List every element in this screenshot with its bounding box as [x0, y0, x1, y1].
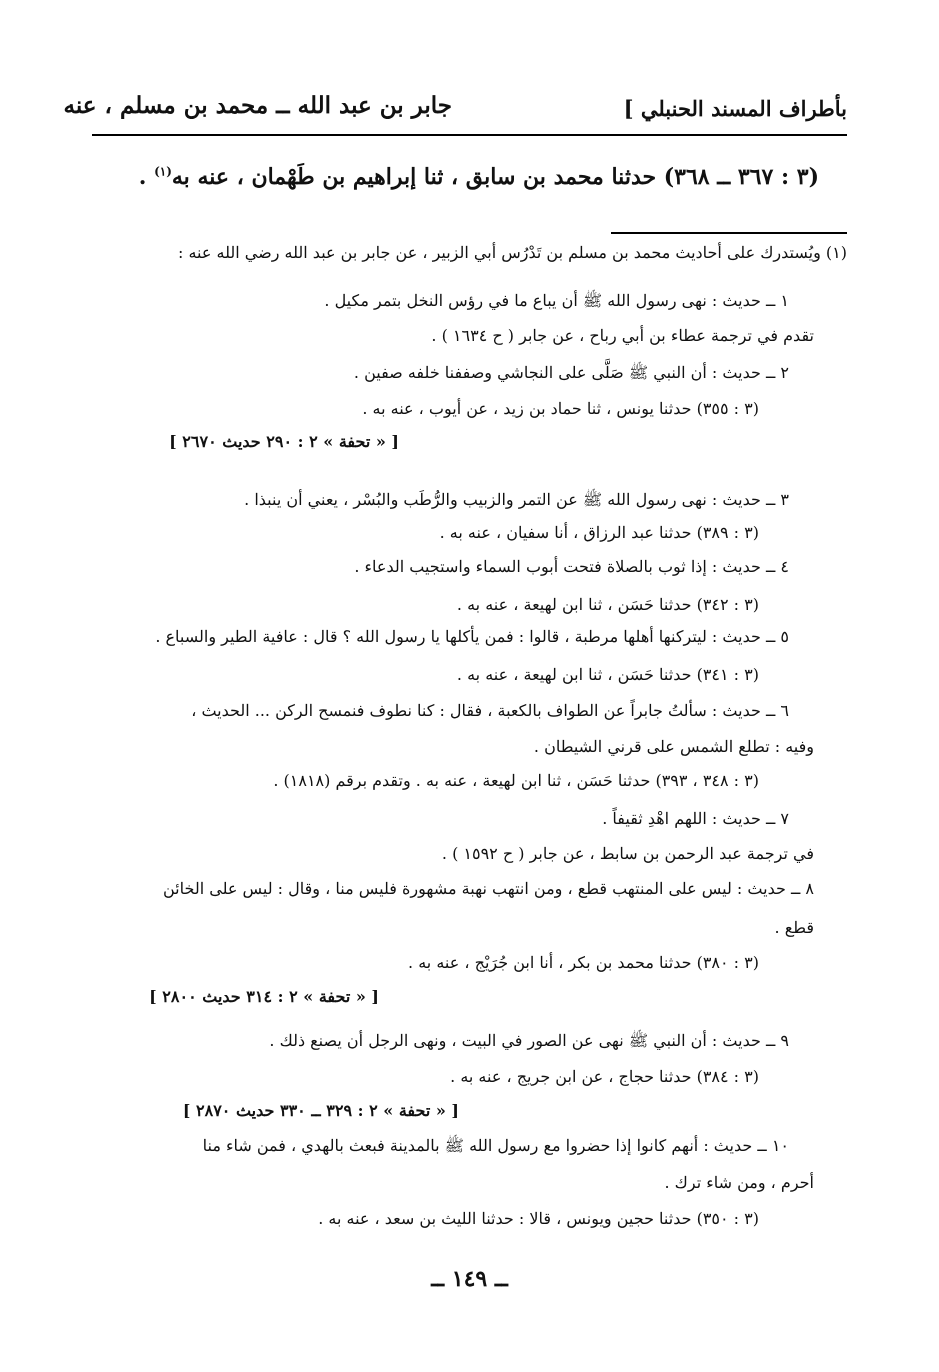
tuhfa-reference: [ « تحفة » ٢ : ٣٢٩ ــ ٣٣٠ حديث ٢٨٧٠ ]	[182, 1101, 459, 1120]
footnote-line: ٨ ــ حديث : ليس على المنتهب قطع ، ومن انتهب نهبة مشهورة فليس منا ، وقال : ليس على الخائن	[162, 879, 814, 898]
tuhfa-reference: [ « تحفة » ٢ : ٢٩٠ حديث ٢٦٧٠ ]	[169, 432, 399, 451]
footnote-rule	[611, 232, 847, 234]
page-number: ــ ١٤٩ ــ	[431, 1266, 508, 1292]
footnote-line: تقدم في ترجمة عطاء بن أبي رباح ، عن جابر ( ح ١٦٣٤ ) .	[431, 326, 814, 345]
footnote-line: ٦ ــ حديث : سألتُ جابراً عن الطواف بالكعبة ، فقال : كنا نطوف فنمسح الركن ... الحديث ،	[191, 701, 789, 720]
main-text-line: (٣ : ٣٦٧ ــ ٣٦٨) حدثنا محمد بن سابق ، ثنا إبراهيم بن طَهْمان ، عنه به	[171, 164, 819, 190]
footnote-ref: (١)	[154, 164, 172, 179]
tuhfa-reference: [ « تحفة » ٢ : ٣١٤ حديث ٢٨٠٠ ]	[149, 987, 379, 1006]
main-text: (٣ : ٣٦٧ ــ ٣٦٨) حدثنا محمد بن سابق ، ثنا إبراهيم بن طَهْمان ، عنه به$^{(١)}$ .	[138, 164, 819, 190]
footnote-line: ١٠ ــ حديث : أنهم كانوا إذا حضروا مع رسول الله ﷺ بالمدينة فبعث بالهدي ، فمن شاء منا	[202, 1136, 789, 1155]
footnote-line: (٣ : ٣٤١) حدثنا حَسَن ، ثنا ابن لهيعة ، عنه به .	[456, 665, 759, 684]
footnote-line: (٣ : ٣٨٩) حدثنا عبد الرزاق ، أنا سفيان ، عنه به .	[439, 523, 759, 542]
footnote-intro: (١) ويُستدرك على أحاديث محمد بن مسلم بن تَدْرُس أبي الزبير ، عن جابر بن عبد الله رضي الله عنه :	[177, 243, 847, 262]
footnote-line: قطع .	[774, 918, 814, 937]
footnote-line: ٧ ــ حديث : اللهم اهْدِ ثقيفاً .	[602, 809, 789, 828]
header-book-title: بأطراف المسند الحنبلي ]	[623, 96, 847, 121]
footnote-line: ٤ ــ حديث : إذا ثوب بالصلاة فتحت أبوب السماء واستجيب الدعاء .	[354, 557, 789, 576]
footnote-line: ٩ ــ حديث : أن النبي ﷺ نهى عن الصور في البيت ، ونهى الرجل أن يصنع ذلك .	[269, 1031, 789, 1050]
footnote-line: (٣ : ٣٨٤) حدثنا حجاج ، عن ابن جريج ، عنه به .	[450, 1067, 759, 1086]
footnote-line: أحرم ، ومن شاء ترك .	[664, 1173, 814, 1192]
footnote-line: (٣ : ٣٤٨ ، ٣٩٣) حدثنا حَسَن ، ثنا ابن لهيعة ، عنه به . وتقدم برقم (١٨١٨) .	[273, 771, 759, 790]
header-chapter-title: جابر بن عبد الله ــ محمد بن مسلم ، عنه	[63, 92, 452, 119]
footnote-line: ٣ ــ حديث : نهى رسول الله ﷺ عن التمر والزبيب والرُّطَب والبُسْر ، يعني أن ينبذا .	[244, 490, 789, 509]
footnote-line: وفيه : تطلع الشمس على قرني الشيطان .	[533, 737, 814, 756]
footnote-line: ٥ ــ حديث : ليتركنها أهلها مرطبة ، قالوا : فمن يأكلها يا رسول الله ؟ قال : عافية الطير والسباع .	[155, 627, 789, 646]
footnote-line: (٣ : ٣٥٥) حدثنا يونس ، ثنا حماد بن زيد ، عن أيوب ، عنه به .	[362, 399, 759, 418]
footnote-line: (٣ : ٣٥٠) حدثنا حجين ويونس ، قالا : حدثنا الليث بن سعد ، عنه به .	[318, 1209, 759, 1228]
footnote-line: ١ ــ حديث : نهى رسول الله ﷺ أن يباع ما في رؤس النخل بتمر مكيل .	[324, 291, 789, 310]
header-rule	[92, 134, 847, 136]
footnote-line: ٢ ــ حديث : أن النبي ﷺ صَلَّى على النجاشي وصففنا خلفه صفين .	[353, 363, 789, 382]
footnote-line: (٣ : ٣٨٠) حدثنا محمد بن بكر ، أنا ابن جُرَيْج ، عنه به .	[408, 953, 759, 972]
running-header	[63, 92, 847, 132]
footnote-line: (٣ : ٣٤٢) حدثنا حَسَن ، ثنا ابن لهيعة ، عنه به .	[456, 595, 759, 614]
footnote-line: في ترجمة عبد الرحمن بن سابط ، عن جابر ( ح ١٥٩٢ ) .	[441, 844, 814, 863]
